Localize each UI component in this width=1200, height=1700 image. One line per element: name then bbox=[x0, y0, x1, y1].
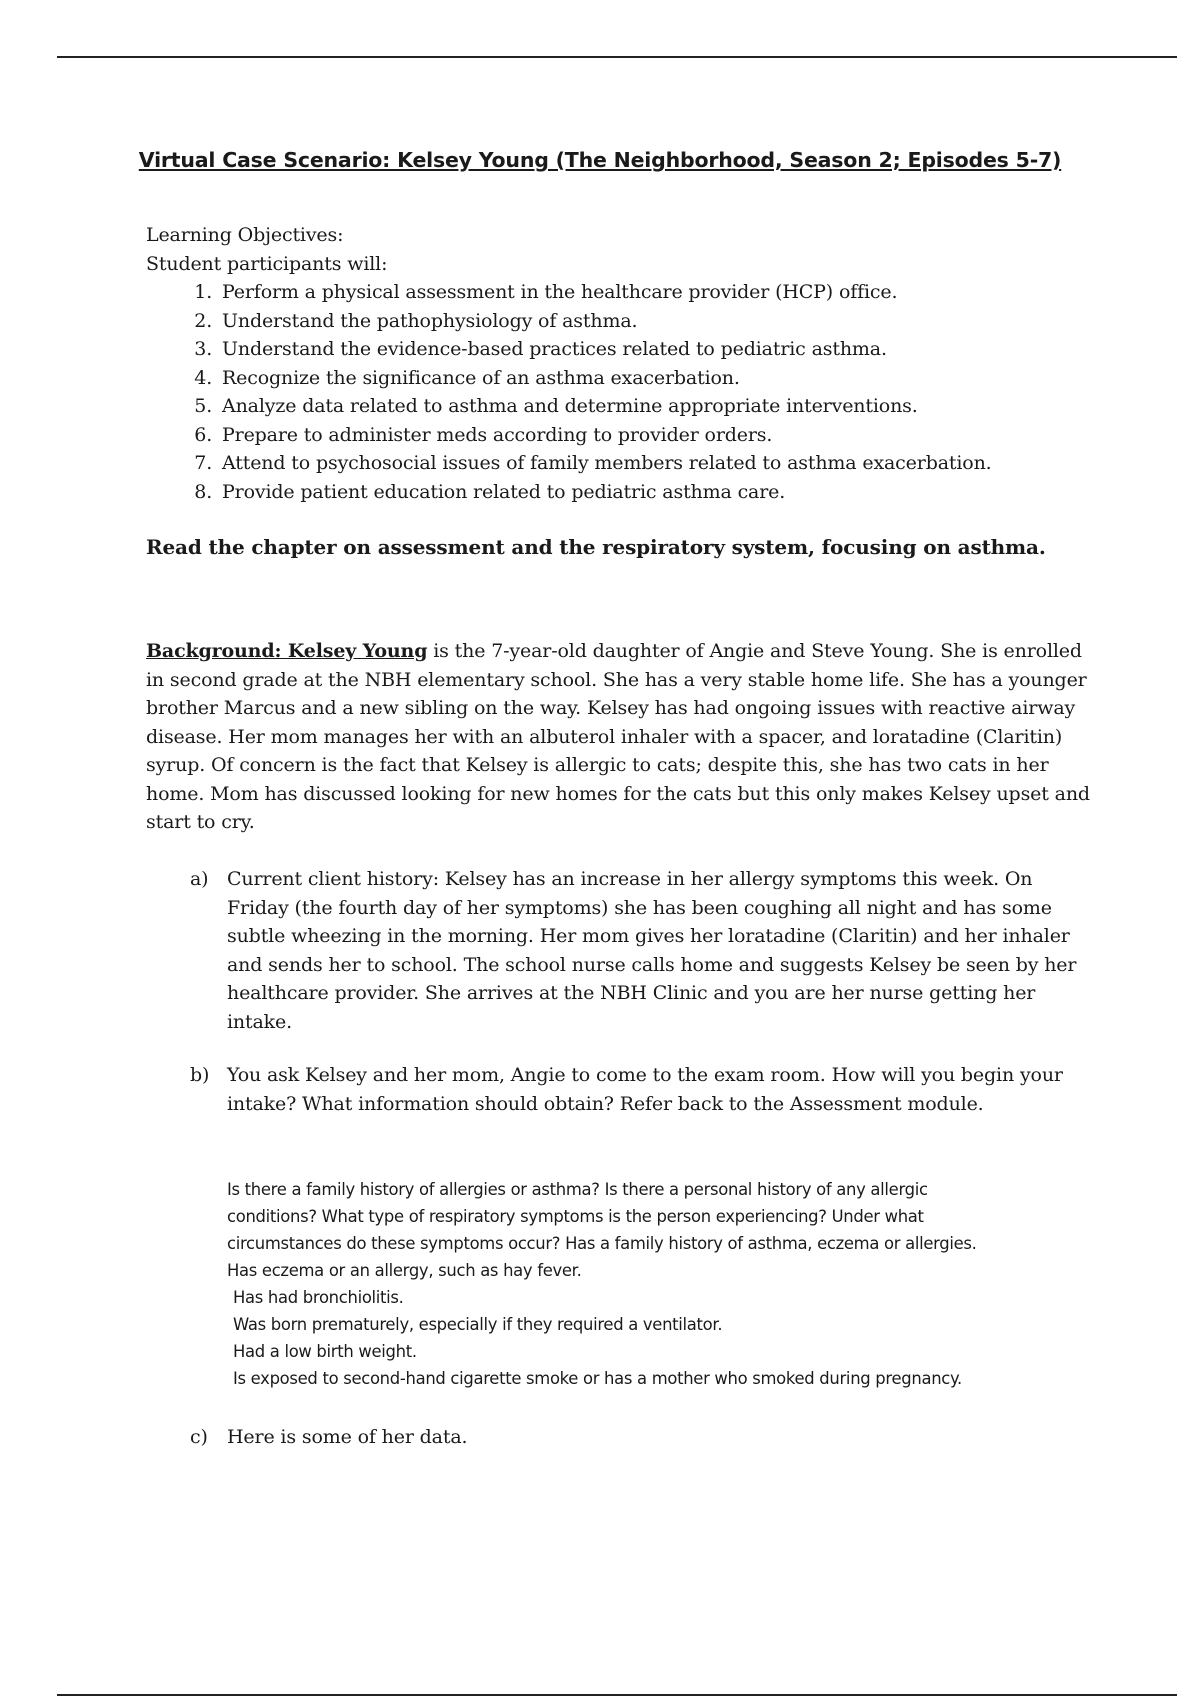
objective-item: 2. Understand the pathophysiology of asthma. bbox=[218, 307, 1106, 336]
item-marker: b) bbox=[190, 1064, 210, 1086]
objective-item: 1. Perform a physical assessment in the healthcare provider (HCP) office. bbox=[218, 278, 1106, 307]
objective-item: 7. Attend to psychosocial issues of family members related to asthma exacerbation. bbox=[218, 449, 1106, 478]
document-title: Virtual Case Scenario: Kelsey Young (The Neighborhood, Season 2; Episodes 5-7) bbox=[138, 148, 1062, 172]
objective-item: 4. Recognize the significance of an asthma exacerbation. bbox=[218, 364, 1106, 393]
learning-objectives-heading: Learning Objectives: bbox=[146, 224, 344, 246]
list-item-b bbox=[190, 1061, 1090, 1118]
bottom-rule bbox=[57, 1694, 1177, 1696]
top-rule bbox=[57, 56, 1177, 58]
reading-instruction: Read the chapter on assessment and the respiratory system, focusing on asthma. bbox=[146, 535, 1046, 559]
objective-item: 3. Understand the evidence-based practices related to pediatric asthma. bbox=[218, 335, 1106, 364]
objective-item: 6. Prepare to administer meds according to provider orders. bbox=[218, 421, 1106, 450]
answer-line: Had a low birth weight. bbox=[233, 1342, 417, 1361]
answer-line: conditions? What type of respiratory symptoms is the person experiencing? Under what bbox=[227, 1207, 924, 1226]
item-text: You ask Kelsey and her mom, Angie to come to the exam room. How will you begin your intake? What information should obtain? Refer back to the Assessment module. bbox=[227, 1064, 1063, 1115]
objectives-list bbox=[146, 278, 1106, 506]
item-text: Current client history: Kelsey has an increase in her allergy symptoms this week. On Friday (the fourth day of her symptoms) she has been coughing all night and has some subtle wheezing in the morning. Her mom gives her loratadine (Claritin) and her inhaler and sends her to school. The school nurse calls home and suggests Kelsey be seen by her healthcare provider. She arrives at the NBH Clinic and you are her nurse getting her intake. bbox=[227, 868, 1077, 1033]
list-item-c bbox=[190, 1423, 1090, 1452]
background-paragraph bbox=[146, 637, 1096, 837]
objective-item: 8. Provide patient education related to pediatric asthma care. bbox=[218, 478, 1106, 507]
answer-line: circumstances do these symptoms occur? Has a family history of asthma, eczema or allergies. bbox=[227, 1234, 977, 1253]
learning-objectives-intro: Student participants will: bbox=[146, 252, 388, 275]
list-item-a bbox=[190, 865, 1090, 1036]
answer-line: Was born prematurely, especially if they required a ventilator. bbox=[233, 1315, 723, 1334]
learning-objectives bbox=[146, 221, 1106, 506]
item-marker: a) bbox=[190, 868, 209, 890]
objective-item: 5. Analyze data related to asthma and determine appropriate interventions. bbox=[218, 392, 1106, 421]
answer-line: Is exposed to second-hand cigarette smoke or has a mother who smoked during pregnancy. bbox=[233, 1369, 962, 1388]
item-text: Here is some of her data. bbox=[227, 1426, 468, 1448]
background-text: is the 7-year-old daughter of Angie and Steve Young. She is enrolled in second grade at the NBH elementary school. She has a very stable home life. She has a younger brother Marcus and a new sibling on the way. Kelsey has had ongoing issues with reactive airway disease. Her mom manages her with an albuterol inhaler with a spacer, and loratadine (Claritin) syrup. Of concern is the fact that Kelsey is allergic to cats; despite this, she has two cats in her home. Mom has discussed looking for new homes for the cats but this only makes Kelsey upset and start to cry. bbox=[146, 640, 1090, 833]
intake-answer bbox=[227, 1176, 1107, 1392]
item-marker: c) bbox=[190, 1426, 208, 1448]
answer-line: Is there a family history of allergies or asthma? Is there a personal history of any allergic bbox=[227, 1180, 928, 1199]
answer-line: Has had bronchiolitis. bbox=[233, 1288, 404, 1307]
answer-line: Has eczema or an allergy, such as hay fever. bbox=[227, 1261, 582, 1280]
background-label: Background: Kelsey Young bbox=[146, 640, 428, 662]
